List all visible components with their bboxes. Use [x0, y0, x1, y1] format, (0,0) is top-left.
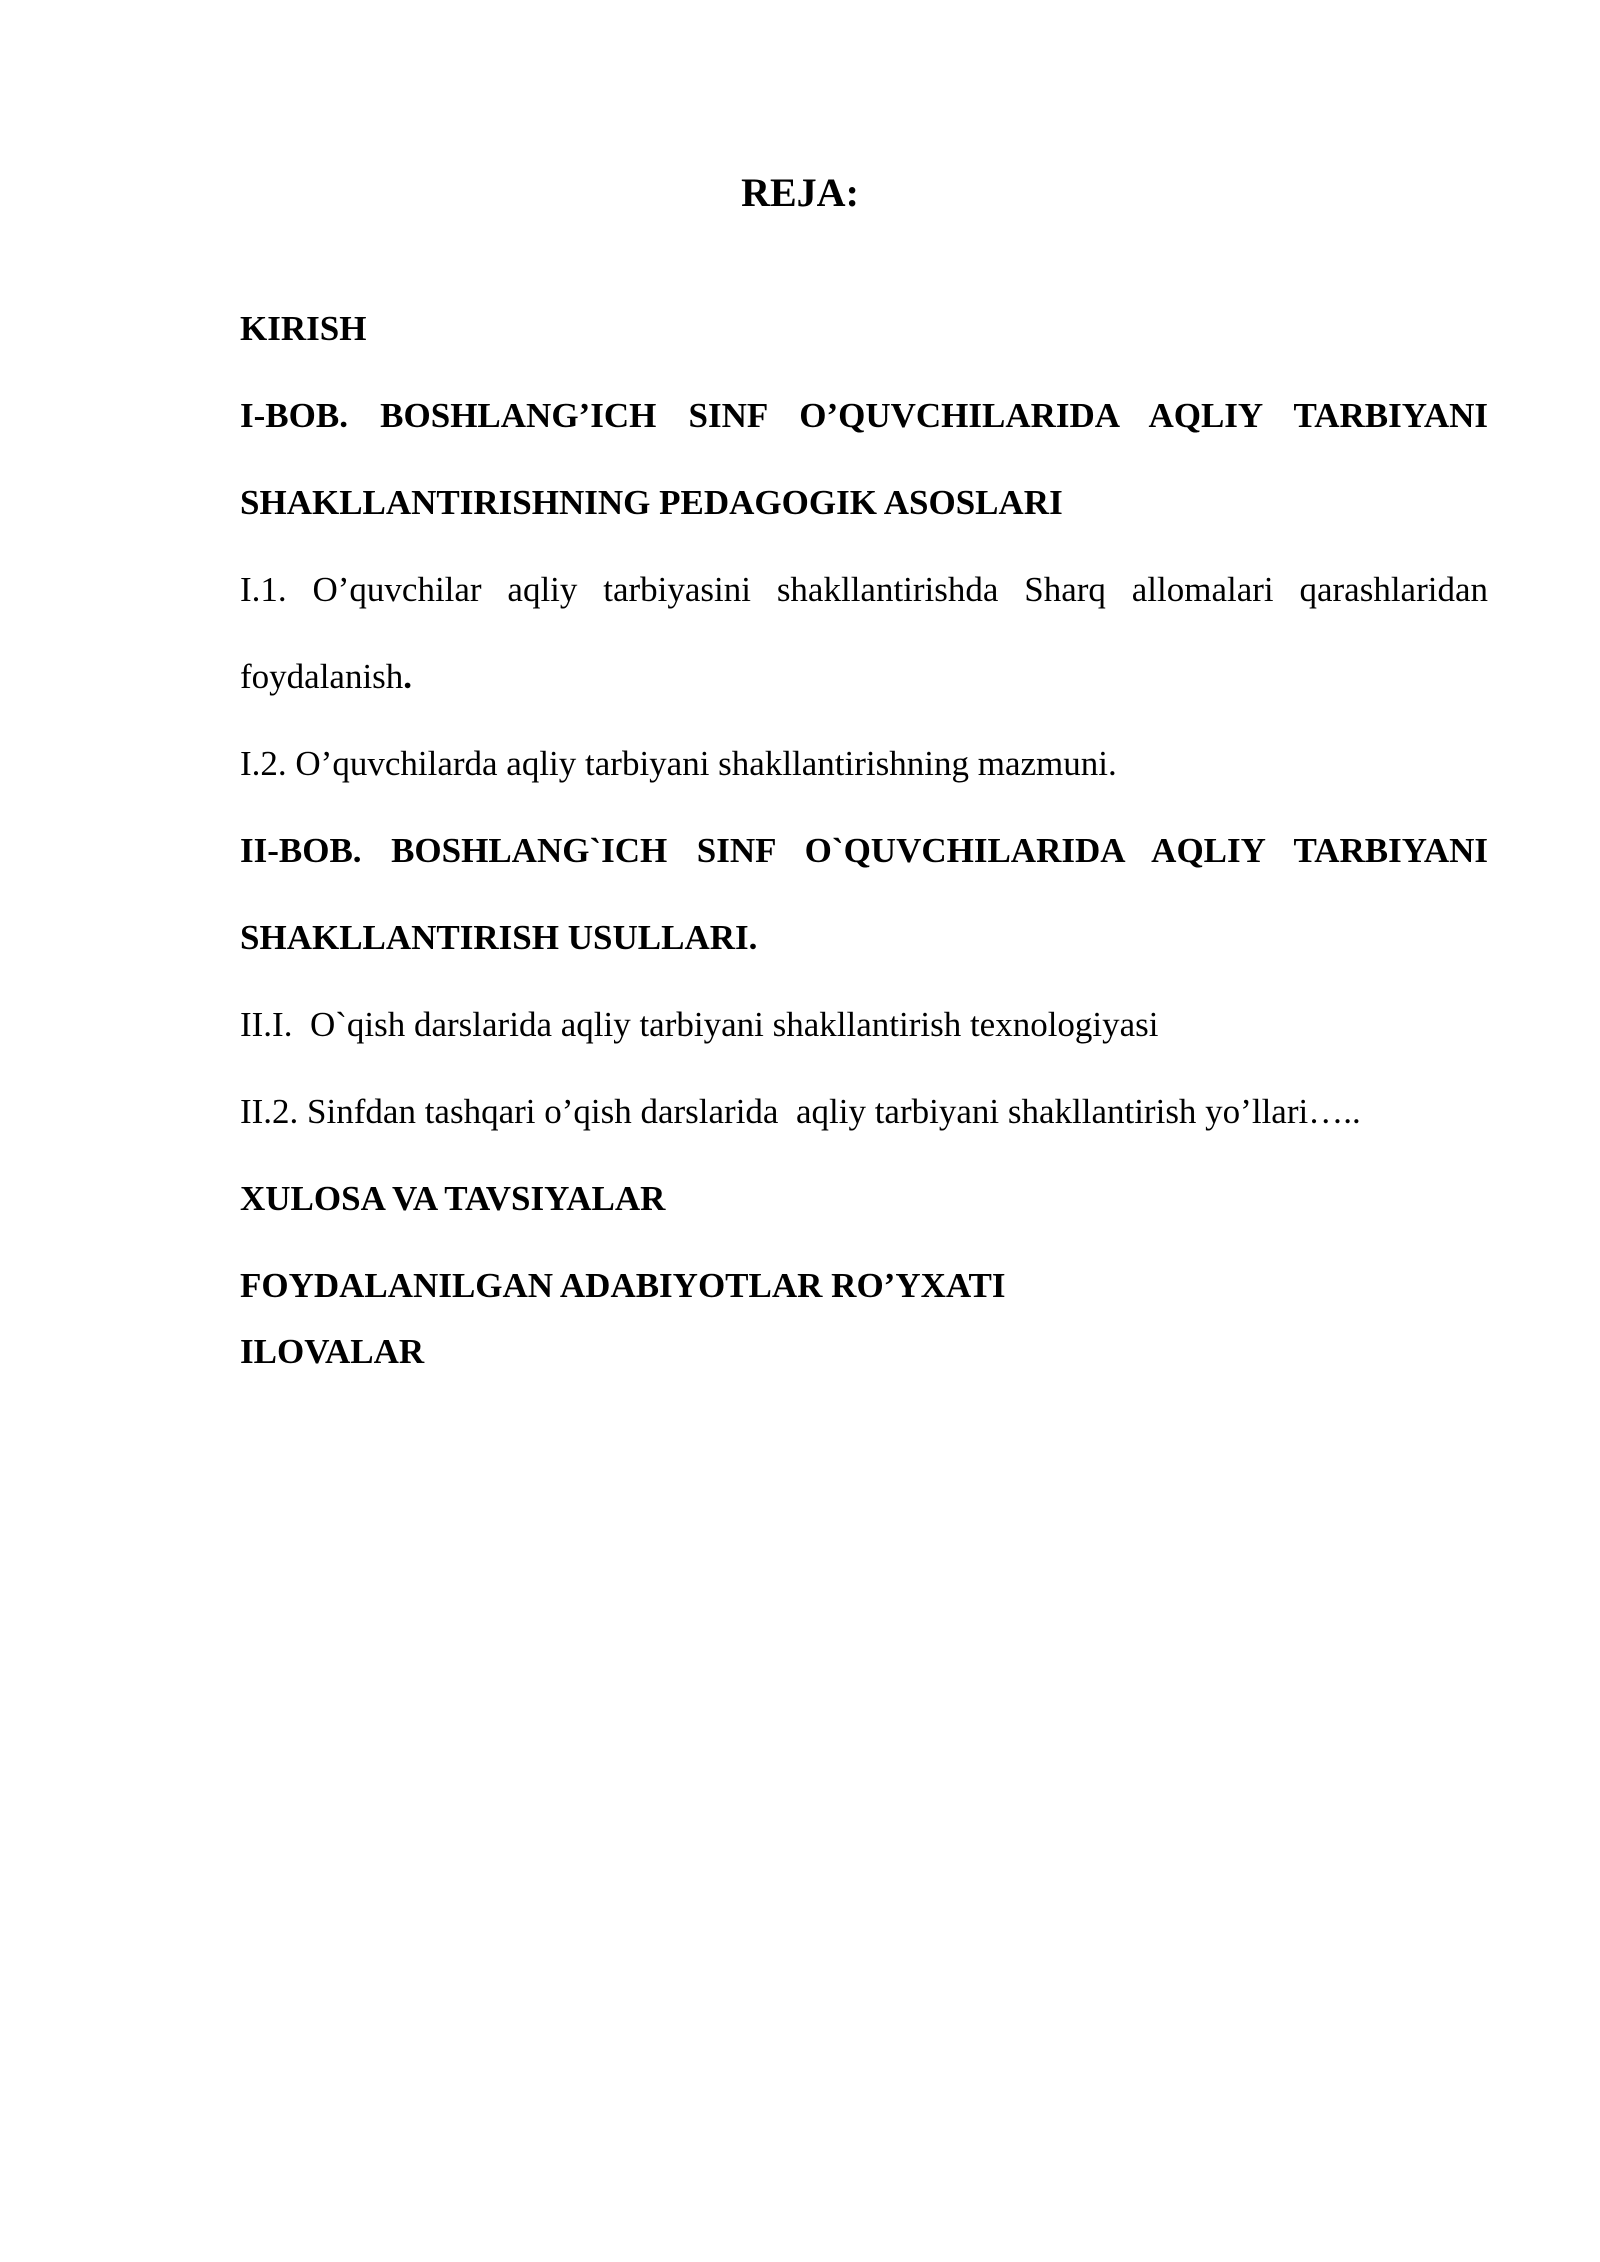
toc-conclusion: XULOSA VA TAVSIYALAR: [240, 1179, 666, 1218]
toc-references: FOYDALANILGAN ADABIYOTLAR RO’YXATI: [240, 1266, 1006, 1305]
toc-section-2-2: II.2. Sinfdan tashqari o’qish darslarida aqliy tarbiyani shakllantirish yo’llari…..: [240, 1092, 1361, 1131]
toc-chapter-1-line-1: I-BOB. BOSHLANG’ICH SINF O’QUVCHILARIDA AQLIY TARBIYANI: [240, 396, 1488, 435]
page-title: REJA:: [741, 170, 859, 215]
toc-section-1-1-text: foydalanish: [240, 657, 404, 696]
toc-section-2-1: II.I. O`qish darslarida aqliy tarbiyani shakllantirish texnologiyasi: [240, 1005, 1159, 1044]
toc-chapter-2-line-1: II-BOB. BOSHLANG`ICH SINF O`QUVCHILARIDA AQLIY TARBIYANI: [240, 831, 1488, 870]
toc-section-1-1-line-2: [240, 655, 1488, 699]
toc-chapter-2-line-2: SHAKLLANTIRISH USULLARI.: [240, 918, 758, 957]
toc-section-1-1-line-1: I.1. O’quvchilar aqliy tarbiyasini shakllantirishda Sharq allomalari qarashlaridan: [240, 570, 1488, 609]
toc-intro: KIRISH: [240, 309, 367, 348]
toc-section-1-1-period: .: [403, 657, 413, 696]
toc-chapter-1-line-2: SHAKLLANTIRISHNING PEDAGOGIK ASOSLARI: [240, 483, 1063, 522]
toc-appendix: ILOVALAR: [240, 1332, 425, 1371]
toc-section-1-2: I.2. O’quvchilarda aqliy tarbiyani shakllantirishning mazmuni.: [240, 744, 1117, 783]
